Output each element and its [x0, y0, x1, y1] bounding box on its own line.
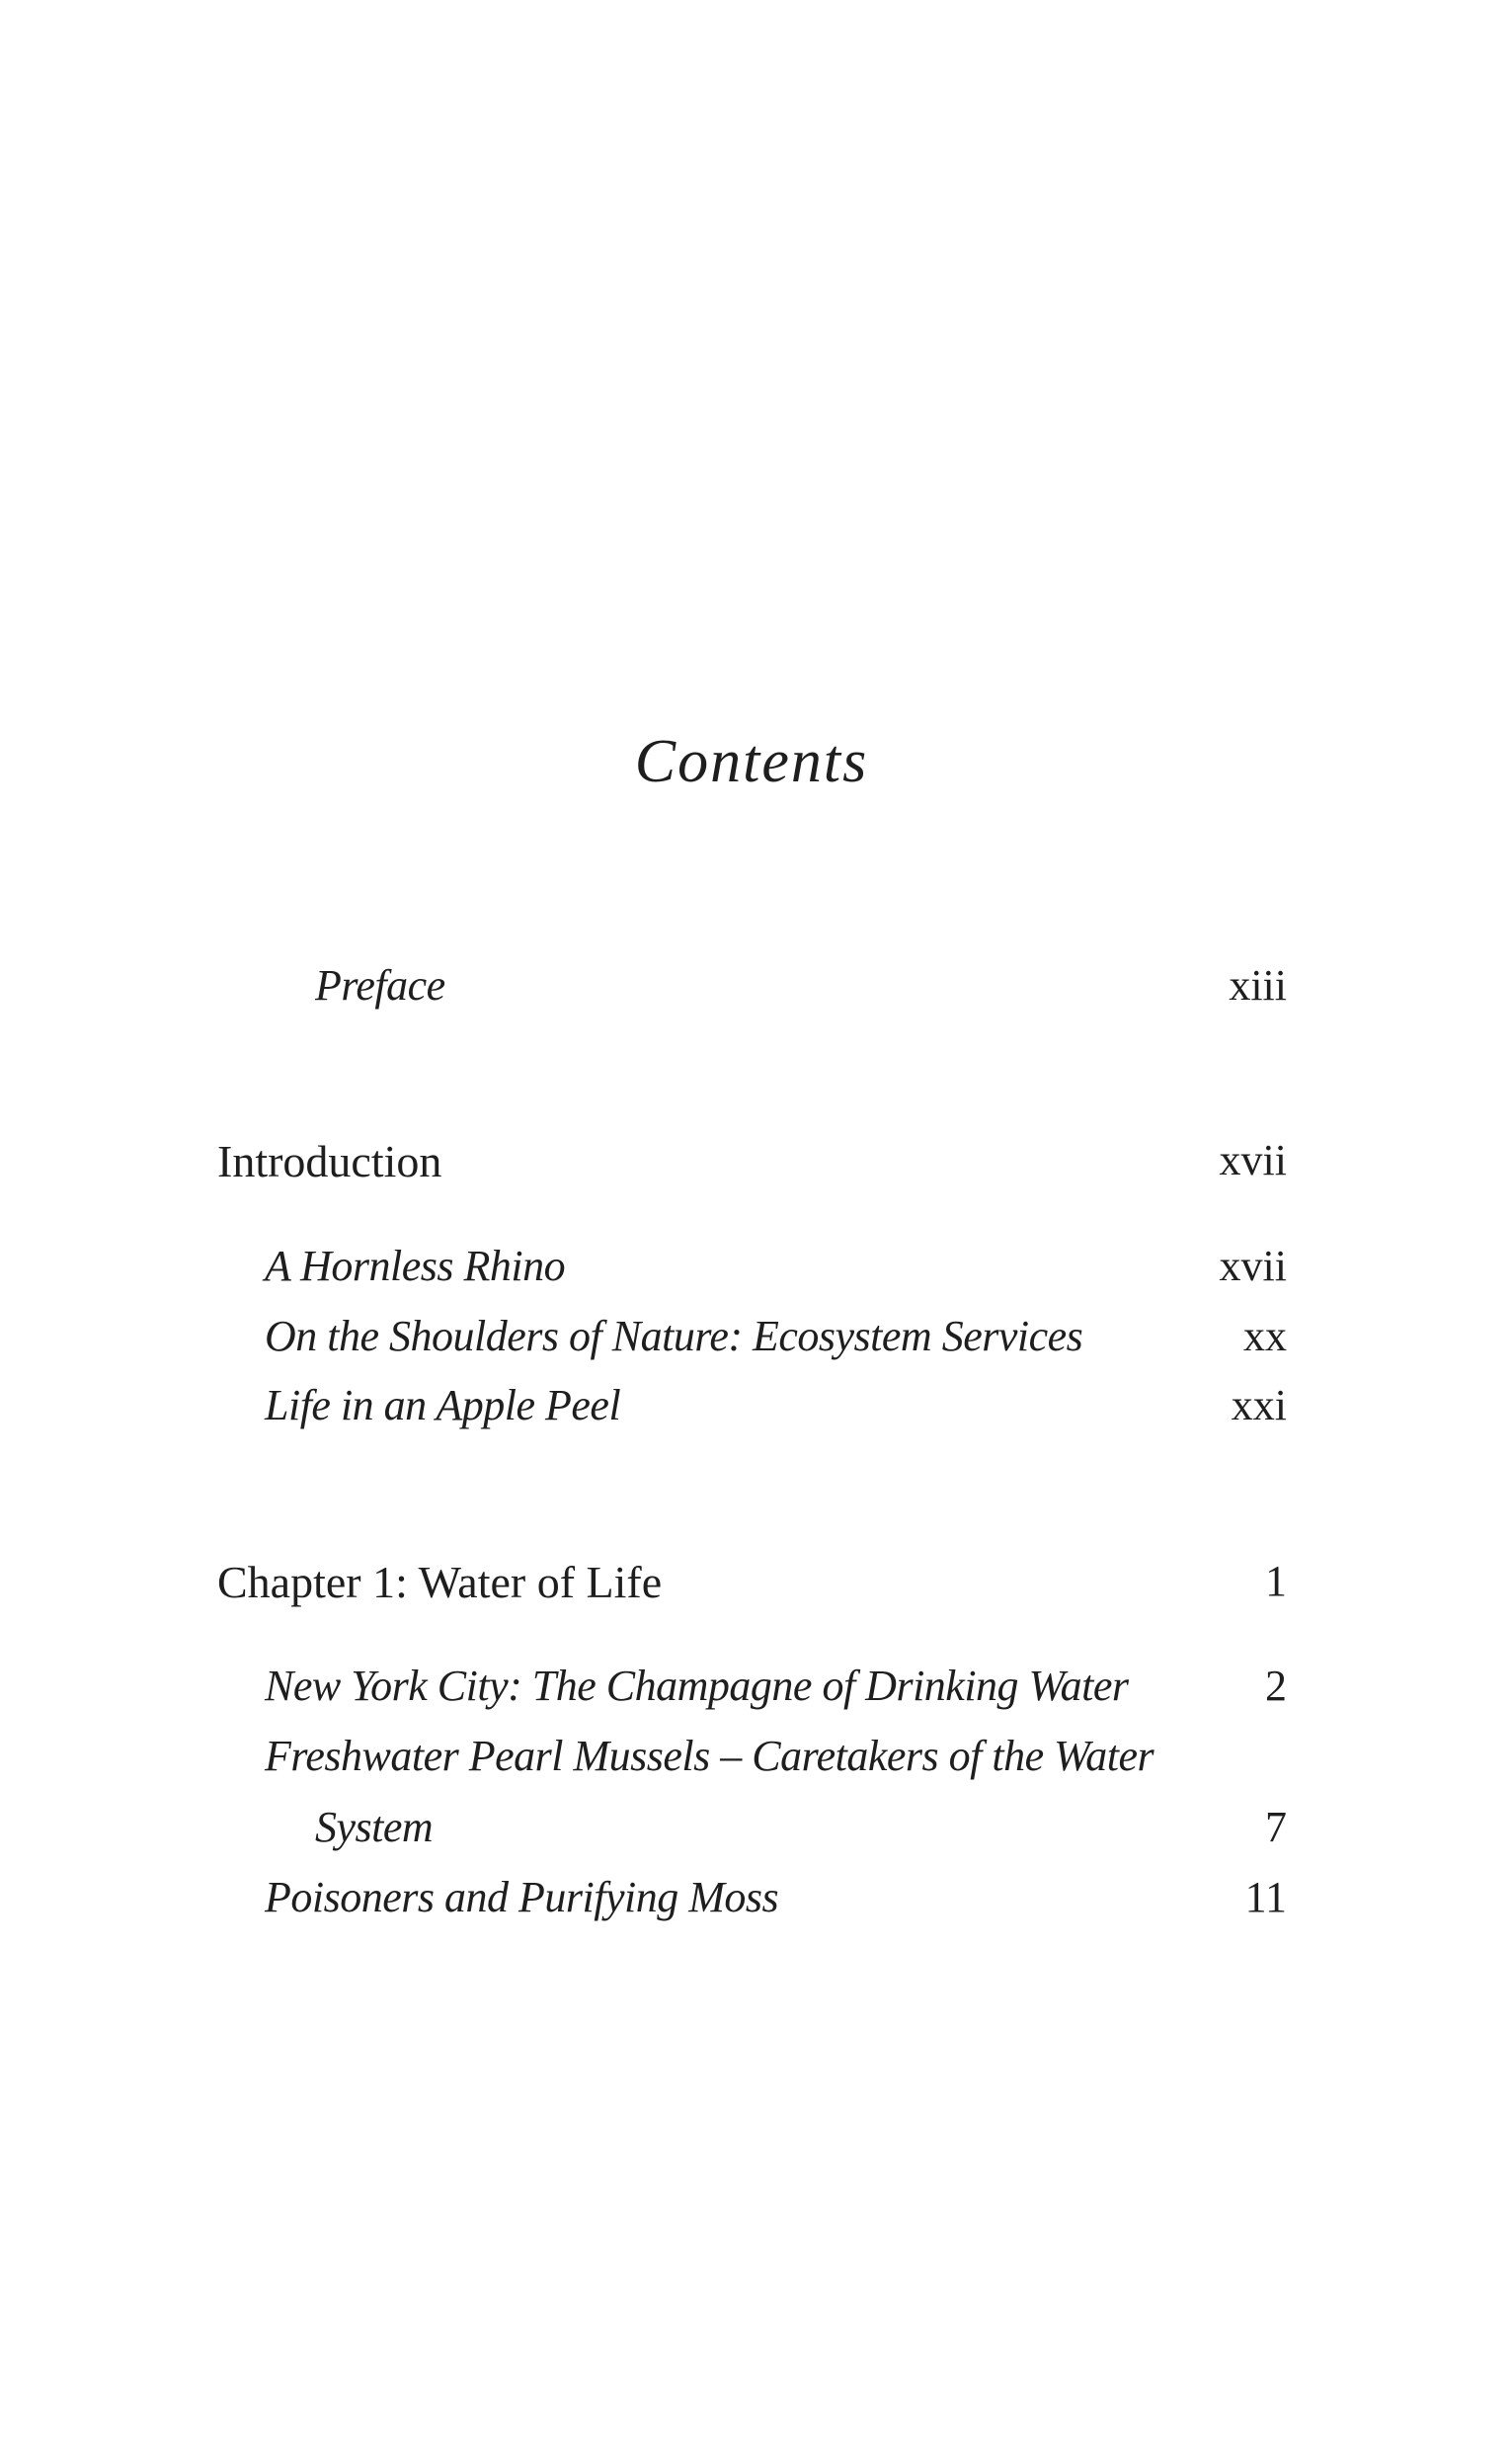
toc-entry[interactable]	[0, 1242, 1512, 1294]
toc-entry[interactable]	[0, 1381, 1512, 1433]
toc-entry-page: xxi	[1231, 1381, 1287, 1429]
toc-entry[interactable]	[0, 1732, 1512, 1784]
toc-entry-page: 7	[1265, 1803, 1287, 1851]
toc-entry-label: Preface	[315, 961, 445, 1010]
toc-entry-chapter-1[interactable]	[0, 1557, 1512, 1609]
toc-entry-page: xiii	[1229, 961, 1287, 1010]
toc-entry-page: 2	[1265, 1662, 1287, 1710]
toc-entry-page: 11	[1244, 1873, 1287, 1921]
toc-entry-label: New York City: The Champagne of Drinking Water	[265, 1662, 1129, 1710]
toc-entry-label-continued: System	[315, 1803, 434, 1851]
toc-entry-label: Life in an Apple Peel	[265, 1381, 621, 1429]
toc-entry-label: Chapter 1: Water of Life	[217, 1557, 663, 1607]
toc-entry-page: xvii	[1219, 1242, 1287, 1290]
toc-entry[interactable]	[0, 1662, 1512, 1714]
toc-entry[interactable]	[0, 1312, 1512, 1364]
page-title: Contents	[634, 728, 869, 795]
toc-entry-label: Introduction	[217, 1136, 442, 1186]
toc-entry-label: Poisoners and Purifying Moss	[265, 1873, 779, 1921]
toc-entry-continuation[interactable]	[0, 1803, 1512, 1855]
toc-entry-preface[interactable]	[0, 961, 1512, 1014]
toc-entry-page: 1	[1265, 1557, 1287, 1605]
toc-entry-label: A Hornless Rhino	[265, 1242, 566, 1290]
toc-entry-label: On the Shoulders of Nature: Ecosystem Services	[265, 1312, 1083, 1360]
toc-entry-label: Freshwater Pearl Mussels – Caretakers of the Water	[265, 1732, 1154, 1780]
toc-entry[interactable]	[0, 1873, 1512, 1925]
toc-entry-page: xvii	[1219, 1136, 1287, 1184]
toc-entry-page: xx	[1243, 1312, 1287, 1360]
toc-entry-introduction[interactable]	[0, 1136, 1512, 1188]
